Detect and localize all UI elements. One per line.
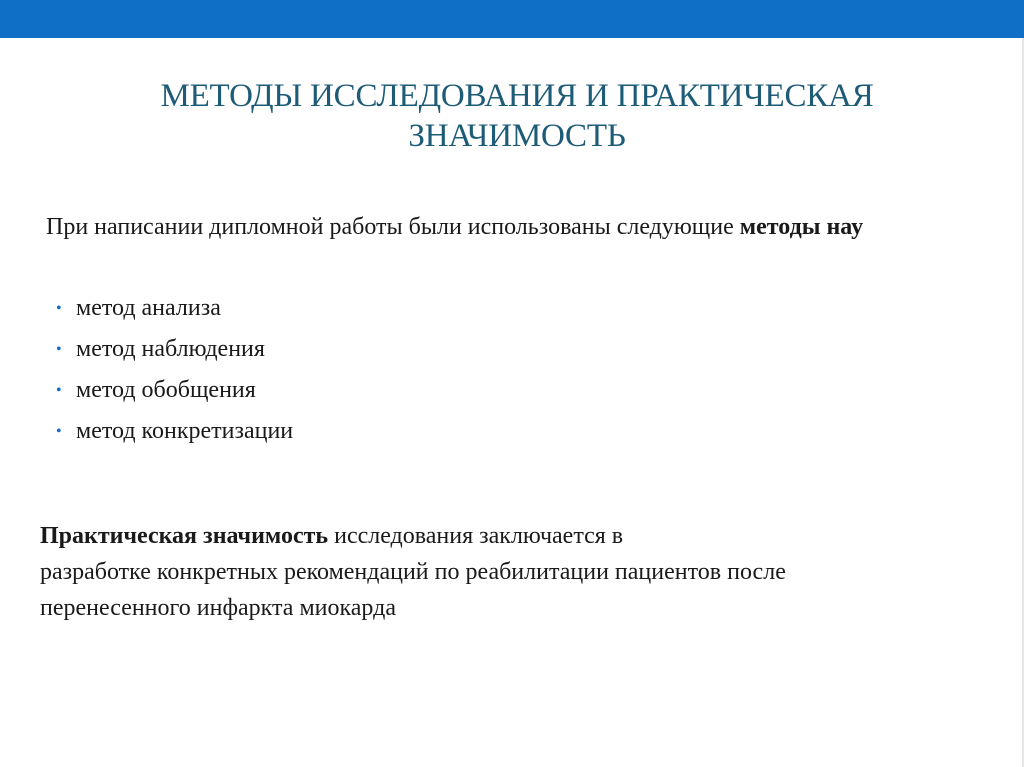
intro-paragraph bbox=[46, 212, 1024, 242]
practical-line-1 bbox=[40, 518, 980, 554]
practical-line-3: перенесенного инфаркта миокарда bbox=[40, 595, 396, 621]
bullet-icon: • bbox=[56, 423, 62, 440]
practical-line-1-rest: исследования заключается в bbox=[328, 523, 624, 549]
list-item bbox=[52, 329, 293, 370]
bullet-icon: • bbox=[56, 382, 62, 399]
method-label: метод наблюдения bbox=[76, 336, 265, 362]
method-label: метод конкретизации bbox=[76, 418, 294, 444]
bullet-icon: • bbox=[56, 300, 62, 317]
intro-text: При написании дипломной работы были использованы следующие bbox=[46, 214, 740, 240]
method-label: метод анализа bbox=[76, 295, 221, 321]
method-label: метод обобщения bbox=[76, 377, 256, 403]
slide-title bbox=[100, 76, 934, 156]
slide-title-line-2: ЗНАЧИМОСТЬ bbox=[408, 118, 626, 154]
list-item bbox=[52, 370, 293, 411]
practical-significance-paragraph bbox=[40, 518, 980, 626]
list-item bbox=[52, 411, 293, 452]
bullet-icon: • bbox=[56, 341, 62, 358]
practical-line-2: разработке конкретных рекомендаций по реабилитации пациентов после bbox=[40, 559, 786, 585]
top-accent-bar bbox=[0, 0, 1024, 38]
practical-bold-text: Практическая значимость bbox=[40, 523, 329, 549]
list-item bbox=[52, 288, 293, 329]
intro-bold-text: методы нау bbox=[739, 214, 864, 240]
slide-title-line-1: МЕТОДЫ ИССЛЕДОВАНИЯ И ПРАКТИЧЕСКАЯ bbox=[160, 78, 874, 114]
methods-list bbox=[52, 288, 293, 452]
